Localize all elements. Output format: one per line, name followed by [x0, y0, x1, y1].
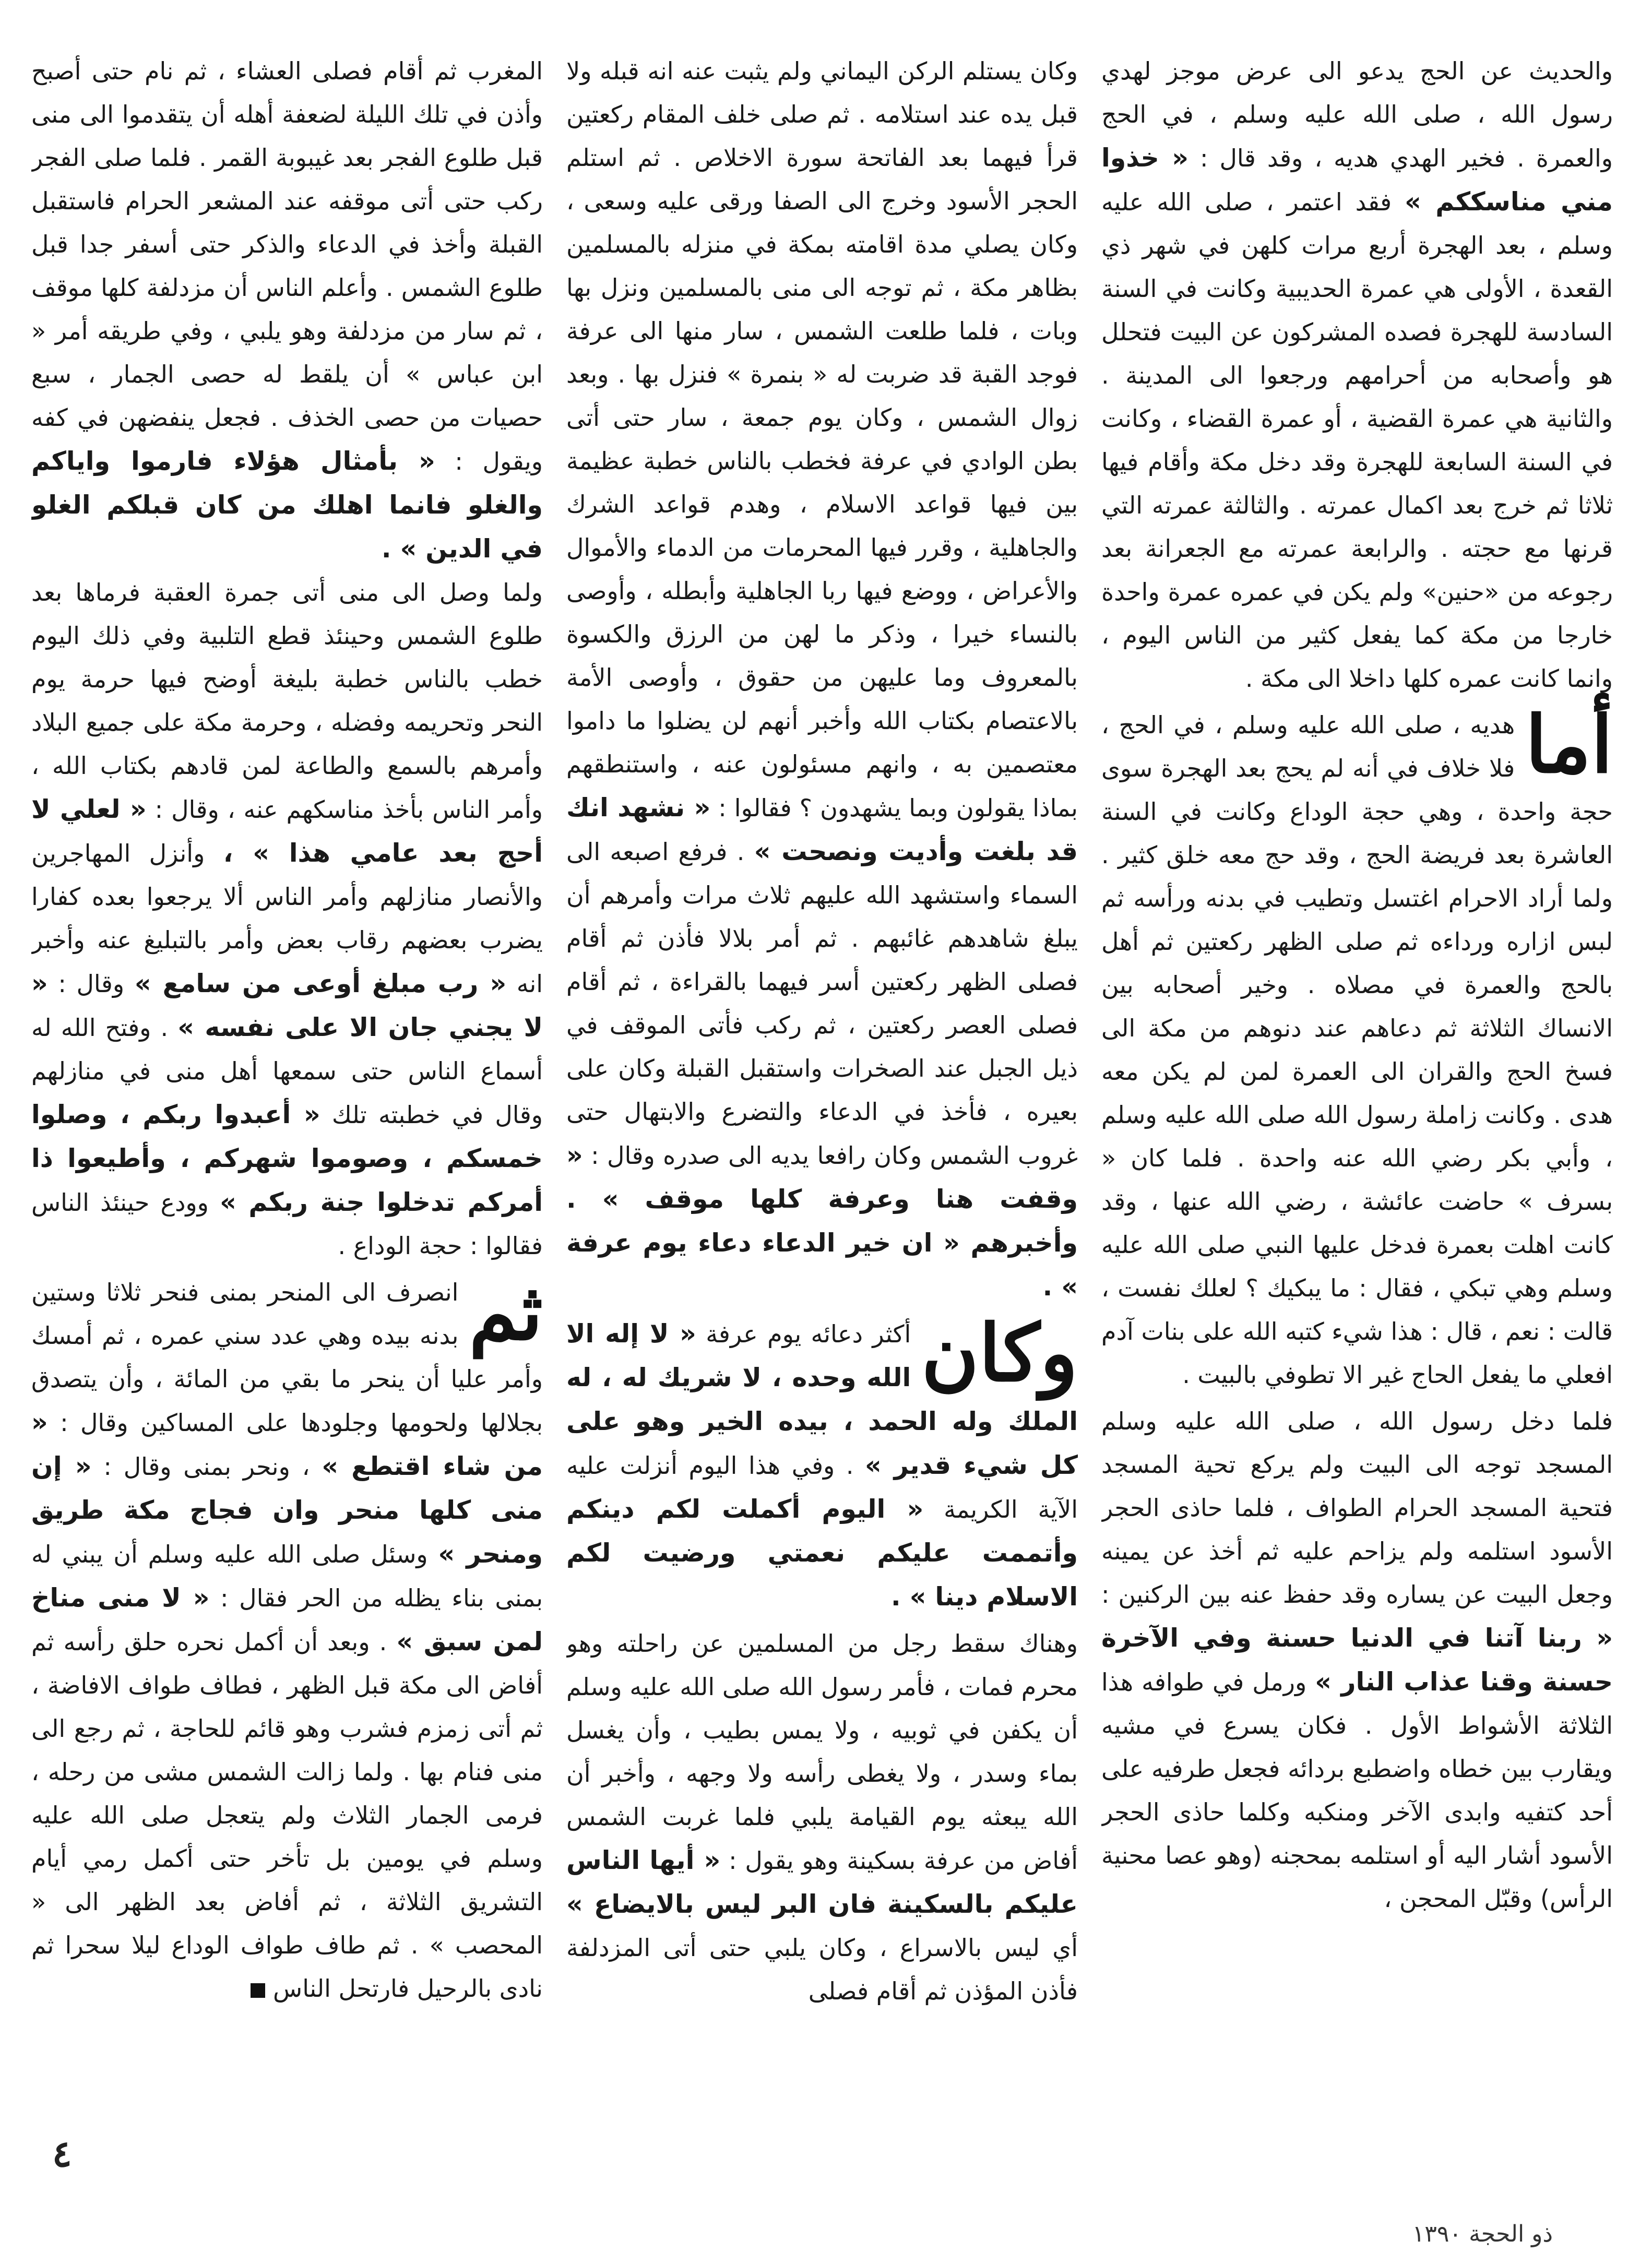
paragraph-text: ، ونحر بمنى وقال : — [103, 1452, 310, 1481]
paragraph-text: وهناك سقط رجل من المسلمين عن راحلته وهو محرم فمات ، فأمر رسول الله صلى الله عليه وسلم أن يكفن في ثوبيه ، ولا يمس بطيب ، وأن يغسل بماء وسدر ، ولا يغطى رأسه ولا وجهه ، وأخبر أن الله يبعثه يوم القيامة يلبي فلما غربت الشمس أفاض من عرفة بسكينة وهو يقول : — [566, 1629, 1078, 1875]
paragraph — [566, 1622, 1078, 2013]
quote-text: « إن منى كلها منحر وان فجاج مكة طريق ومنحر » — [31, 1451, 543, 1569]
running-footer-date: ذو الحجة ١٣٩٠ — [1412, 2221, 1553, 2247]
quote-text: « ربنا آتنا في الدنيا حسنة وفي الآخرة حسنة وقنا عذاب النار » — [1101, 1623, 1613, 1697]
paragraph-text: المغرب ثم أقام فصلى العشاء ، ثم نام حتى أصبح وأذن في تلك الليلة لضعفة أهله أن يتقدموا الى منى قبل طلوع الفجر بعد غيبوبة القمر . فلما صلى الفجر ركب حتى أتى موقفه عند المشعر الحرام فاستقبل القبلة وأخذ في الدعاء والذكر حتى أسفر جدا قبل طلوع الشمس . وأعلم الناس أن مزدلفة كلها موقف ، ثم سار من مزدلفة وهو يلبي ، وفي طريقه أمر « ابن عباس » أن يلقط له حصى الجمار ، سبع حصيات من حصى الخذف . فجعل ينفضهن في كفه ويقول : — [31, 57, 543, 475]
paragraph — [1101, 50, 1613, 700]
paragraph-text: انصرف الى المنحر بمنى فنحر ثلاثا وستين بدنه بيده وهي عدد سني عمره ، ثم أمسك وأمر عليا أن ينحر ما بقي من المائة ، وأن يتصدق بجلالها ولحومها وجلودها على المساكين وقال : — [31, 1278, 543, 1437]
paragraph-text: ورمل في طوافه هذا الثلاثة الأشواط الأول . فكان يسرع في مشيه ويقارب بين خطاه واضطبع بردائه فجعل طرفيه على أحد كتفيه وابدى الآخر ومنكبه وكلما حاذى الحجر الأسود أشار اليه أو استلمه بمحجنه (وهو عصا محنية الرأس) وقبّل المحجن ، — [1101, 1668, 1613, 1913]
paragraph-text: وودع حينئذ الناس فقالوا : حجة الوداع . — [31, 1188, 543, 1260]
text-column-middle — [566, 50, 1078, 2142]
quote-text: « أعبدوا ربكم ، وصلوا خمسكم ، وصوموا شهركم ، وأطيعوا ذا أمركم تدخلوا جنة ربكم » — [31, 1100, 543, 1217]
quote-text: « لا إله الا الله وحده ، لا شريك له ، له الملك وله الحمد ، بيده الخير وهو على كل شيء قدير » — [566, 1319, 1078, 1480]
paragraph-text: وكان يستلم الركن اليماني ولم يثبت عنه انه قبله ولا قبل يده عند استلامه . ثم صلى خلف المقام ركعتين قرأ فيهما بعد الفاتحة سورة الاخلاص . ثم استلم الحجر الأسود وخرج الى الصفا ورقى عليه وسعى ، وكان يصلي مدة اقامته بمكة في منزله بالمسلمين بظاهر مكة ، ثم توجه الى منى بالمسلمين ونزل بها وبات ، فلما طلعت الشمس ، سار منها الى عرفة فوجد القبة قد ضربت له « بنمرة » فنزل بها . وبعد زوال الشمس ، وكان يوم جمعة ، سار حتى أتى بطن الوادي في عرفة فخطب بالناس خطبة عظيمة بين فيها قواعد الاسلام ، وهدم قواعد الشرك والجاهلية ، وقرر فيها المحرمات من الدماء والأموال والأعراض ، ووضع فيها ربا الجاهلية وأبطله ، وأوصى بالنساء خيرا ، وذكر ما لهن من الرزق والكسوة بالمعروف وما عليهن من حقوق ، وأوصى الأمة بالاعتصام بكتاب الله وأخبر أنهم لن يضلوا ما داموا معتصمين به ، وانهم مسئولون عنه ، واستنطقهم بماذا يقولون وبما يشهدون ؟ فقالوا : — [566, 57, 1078, 822]
paragraph-text: فقد اعتمر ، صلى الله عليه وسلم ، بعد الهجرة أربع مرات كلهن في شهر ذي القعدة ، الأولى هي عمرة الحديبية وكانت في السنة السادسة للهجرة فصده المشركون عن البيت فتحلل هو وأصحابه من أحرامهم ورجعوا الى المدينة . والثانية هي عمرة القضية ، أو عمرة القضاء ، وكانت في السنة السابعة للهجرة وقد دخل مكة وأقام فيها ثلاثا ثم خرج بعد اكمال عمرته . والثالثة عمرته التي قرنها مع حجته . والرابعة عمرته مع الجعرانة بعد رجوعه من «حنين» ولم يكن في عمره عمرة واحدة خارجا من مكة كما يفعل كثير من الناس اليوم ، وانما كانت عمره كلها داخلا الى مكة . — [1101, 188, 1613, 693]
quote-text: « بأمثال هؤلاء فارموا واياكم والغلو فانما اهلك من كان قبلكم الغلو في الدين » . — [31, 446, 543, 564]
quote-text: « خذوا مني مناسككم » — [1101, 143, 1613, 217]
paragraph — [31, 571, 543, 1268]
quote-text: « أيها الناس عليكم بالسكينة فان البر ليس بالايضاع » — [566, 1845, 1078, 1919]
paragraph — [31, 50, 543, 571]
paragraph-text: . وفي هذا اليوم أنزلت عليه الآية الكريمة — [566, 1451, 1078, 1523]
paragraph-text: ولما وصل الى منى أتى جمرة العقبة فرماها بعد طلوع الشمس وحينئذ قطع التلبية وفي ذلك اليوم خطب بالناس خطبة بليغة أوضح فيها حرمة يوم النحر وتحريمه وفضله ، وحرمة مكة على جميع البلاد وأمرهم بالسمع والطاعة لمن قادهم بكتاب الله ، وأمر الناس بأخذ مناسكهم عنه ، وقال : — [31, 578, 543, 824]
paragraph — [1101, 1400, 1613, 1921]
paragraph-text: أي ليس بالاسراع ، وكان يلبي حتى أتى المزدلفة فأذن المؤذن ثم أقام فصلى — [566, 1934, 1078, 2005]
page-number: ٤ — [52, 2132, 72, 2175]
quote-text: « لعلي لا أحج بعد عامي هذا » ، — [31, 794, 543, 868]
section-start — [31, 1266, 543, 2010]
paragraph-text: . وبعد أن أكمل نحره حلق رأسه ثم أفاض الى مكة قبل الظهر ، فطاف طواف الافاضة ، ثم أتى زمزم فشرب وهو قائم للحاجة ، ثم رجع الى منى فنام بها . ولما زالت الشمس مشى من رحله ، فرمى الجمار الثلاث ولم يتعجل صلى الله عليه وسلم في يومين بل تأخر حتى أكمل رمي أيام التشريق الثلاثة ، ثم أفاض بعد الظهر الى « المحصب » . ثم طاف طواف الوداع ليلا سحرا ثم نادى بالرحيل فارتحل الناس — [31, 1628, 543, 2003]
section-start — [1101, 699, 1613, 1397]
drop-cap: أما — [1525, 699, 1613, 791]
section-start — [566, 1307, 1078, 1619]
paragraph-text: هديه ، صلى الله عليه وسلم ، في الحج ، فلا خلاف في أنه لم يحج بعد الهجرة سوى حجة واحدة ، وهي حجة الوداع وكانت في السنة العاشرة بعد فريضة الحج ، وقد حج معه خلق كثير . ولما أراد الاحرام اغتسل وتطيب في بدنه ورأسه ثم لبس ازاره ورداءه ثم صلى الظهر ركعتين ثم أهل بالحج والعمرة في مصلاه . وخير أصحابه بين الانساك الثلاثة ثم دعاهم عند دنوهم من مكة الى فسخ الحج والقران الى العمرة لمن لم يكن معه هدى . وكانت زاملة رسول الله صلى الله عليه وسلم ، وأبي بكر رضي الله عنه واحدة . فلما كان « بسرف » حاضت عائشة ، رضي الله عنها ، وقد كانت اهلت بعمرة فدخل عليها النبي صلى الله عليه وسلم وهي تبكي ، فقال : ما يبكيك ؟ لعلك نفست ، قالت : نعم ، قال : هذا شيء كتبه الله على بنات آدم افعلي ما يفعل الحاج غير الا تطوفي بالبيت . — [1101, 711, 1613, 1389]
quote-text: « وقفت هنا وعرفة كلها موقف » . وأخبرهم « ان خير الدعاء دعاء يوم عرفة » . — [566, 1140, 1078, 1302]
drop-cap: ثم — [469, 1266, 543, 1358]
end-mark-square-icon — [251, 1983, 265, 1998]
quote-text: « رب مبلغ أوعى من سامع » — [134, 969, 507, 998]
paragraph-text: وقال : — [58, 970, 125, 998]
paragraph-text: أكثر دعائه يوم عرفة — [706, 1320, 911, 1348]
paragraph-text: . فرفع اصبعه الى السماء واستشهد الله عليهم ثلاث مرات وأمرهم أن يبلغ شاهدهم غائبهم . ثم أمر بلالا فأذن ثم أقام فصلى الظهر ركعتين أسر فيهما بالقراءة ، ثم أقام فصلى العصر ركعتين ، ثم ركب فأتى الموقف في ذيل الجبل عند الصخرات واستقبل القبلة وكان على بعيره ، فأخذ في الدعاء والتضرع والابتهال حتى غروب الشمس وكان رافعا يديه الى صدره وقال : — [566, 838, 1078, 1170]
drop-cap: وكان — [921, 1307, 1078, 1399]
quote-text: « من شاء اقتطع » — [31, 1408, 543, 1481]
quote-text: « لا منى مناخ لمن سبق » — [31, 1583, 543, 1657]
quote-text: « نشهد انك قد بلغت وأديت ونصحت » — [566, 793, 1078, 866]
paragraph-text: فلما دخل رسول الله ، صلى الله عليه وسلم المسجد توجه الى البيت ولم يركع تحية المسجد فتحية المسجد الحرام الطواف ، فلما حاذى الحجر الأسود استلمه ولم يزاحم عليه ثم أخذ عن يمينه وجعل البيت عن يساره وقد حفظ عنه بين الركنين : — [1101, 1407, 1613, 1608]
text-column-right — [1101, 50, 1613, 2142]
paragraph-text: . وفتح الله له أسماع الناس حتى سمعها أهل منى في منازلهم وقال في خطبته تلك — [31, 1014, 543, 1129]
paragraph-text: وأنزل المهاجرين والأنصار منازلهم وأمر الناس ألا يرجعوا بعده كفارا يضرب بعضهم رقاب بعض وأمر بالتبليغ عنه وأخبر انه — [31, 839, 543, 998]
paragraph — [566, 50, 1078, 1309]
paragraph-text: والحديث عن الحج يدعو الى عرض موجز لهدي رسول الله ، صلى الله عليه وسلم ، في الحج والعمرة . فخير الهدي هديه ، وقد قال : — [1101, 57, 1613, 172]
quote-text: « لا يجني جان الا على نفسه » — [31, 969, 543, 1042]
quote-text: « اليوم أكملت لكم دينكم وأتممت عليكم نعمتي ورضيت لكم الاسلام دينا » . — [566, 1494, 1078, 1612]
text-column-left — [31, 50, 543, 2142]
paragraph-text: وسئل صلى الله عليه وسلم أن يبني له بمنى بناء يظله من الحر فقال : — [31, 1540, 543, 1612]
